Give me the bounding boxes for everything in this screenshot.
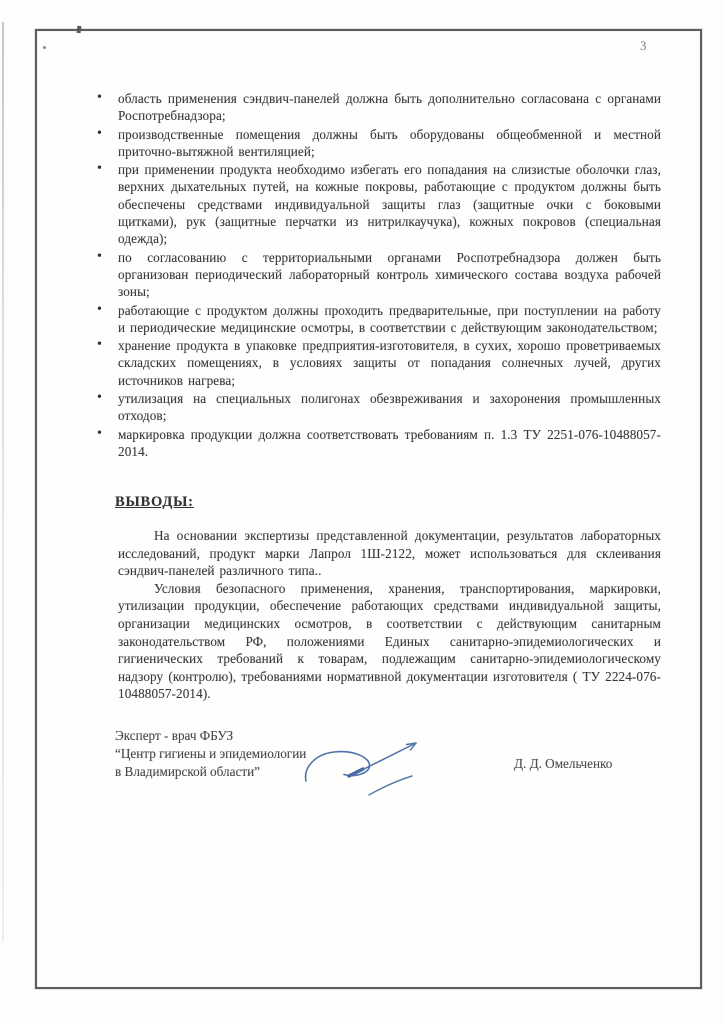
bullet-item-disposal: • утилизация на специальных полигонах обезвреживания и захоронения промышленных отходов; [118,390,661,425]
corner-speck-artifact [43,46,46,49]
scan-edge-artifact [2,22,4,942]
expert-name: Д. Д. Омельченко [514,756,613,771]
expert-title-line-3: в Владимирской области” [115,764,260,779]
bullet-item-application-scope: • область применения сэндвич-панелей должна быть дополнительно согласована с органами Роспотребнадзора; [118,90,661,125]
bullet-item-ventilation: • производственные помещения должны быть оборудованы общеобменной и местной приточно-вытяжной вентиляцией; [118,126,661,161]
conclusions-paragraph-1: На основании экспертизы представленной документации, результатов лабораторных исследований, продукт марки Лапрол 1Ш-2122, может использоваться для склеивания сэндвич-панелей различного типа.. [118,528,661,579]
page-number: 3 [640,38,648,53]
conclusions-paragraph-2: Условия безопасного применения, хранения, транспортирования, маркировки, утилизации продукции, обеспечение работающих средствами индивидуальной защиты, организации медицинских осмотров, в соответствии с действующим санитарным законодательством РФ, положениями Единых санитарно-эпидемиологических и гигиенических требований к товарам, подлежащим санитарно-эпидемиологическому надзору (контролю), требованиями нормативной документации изготовителя ( ТУ 2224-076-10488057-2014). [118,580,661,702]
handwritten-signature [293,736,428,800]
bullet-item-personal-protection: • при применении продукта необходимо избегать его попадания на слизистые оболочки глаз, верхних дыхательных путей, на кожные покровы, работающие с продуктом должны быть обеспечены средствами индивидуальной защиты глаз (защитные очки с боковыми щитками), рук (защитные перчатки из нитрилкаучука), кожных покровов (специальная одежда); [118,161,661,247]
bullet-item-medical-exams: • работающие с продуктом должны проходить предварительные, при поступлении на работу и периодические медицинские осмотры, в соответствии с действующим законодательством; [118,302,661,337]
expert-title-line-1: Эксперт - врач ФБУЗ [115,728,234,743]
conclusions-heading: ВЫВОДЫ: [115,494,194,510]
bullet-item-labeling: • маркировка продукции должна соответствовать требованиям п. 1.3 ТУ 2251-076-10488057-2014. [118,426,661,461]
bullet-item-lab-control: • по согласованию с территориальными органами Роспотребнадзора должен быть организован периодический лабораторный контроль химического состава воздуха рабочей зоны; [118,249,661,301]
conclusions-section [118,527,661,703]
bullet-item-storage: • хранение продукта в упаковке предприятия-изготовителя, в сухих, хорошо проветриваемых складских помещениях, в условиях защиты от попадания солнечных лучей, других источников нагрева; [118,337,661,389]
expert-title-block [115,727,306,781]
requirements-bullet-list [118,90,661,461]
expert-title-line-2: “Центр гигиены и эпидемиологии [115,746,307,761]
